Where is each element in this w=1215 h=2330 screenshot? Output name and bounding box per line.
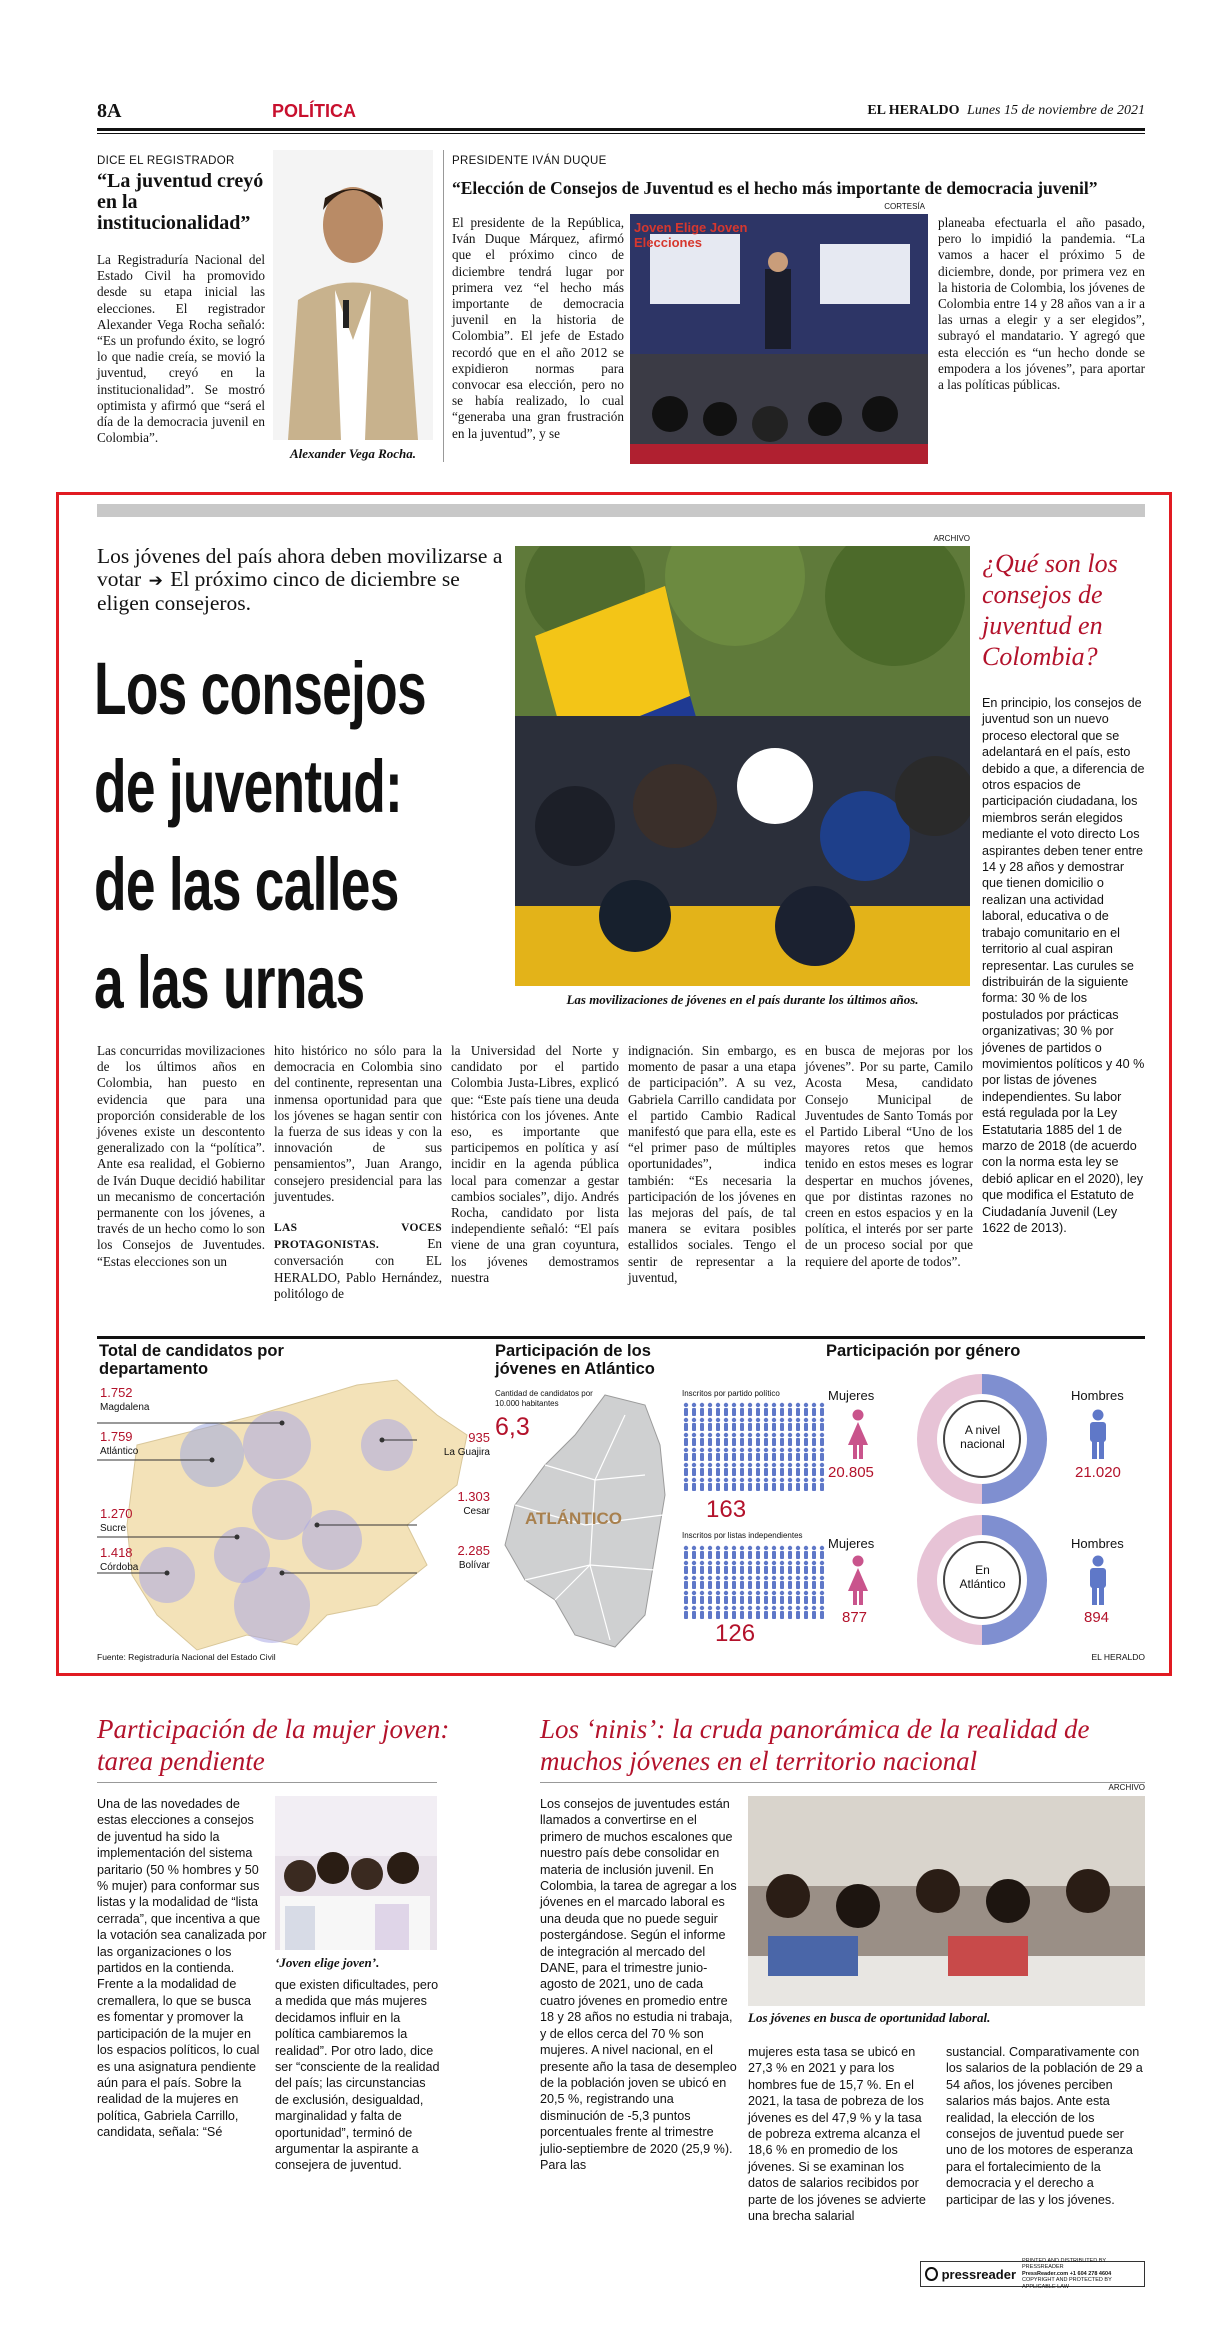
main-body-col2b-text: En conversación con EL HERALDO, Pablo Hernández, politólogo de [274, 1236, 442, 1301]
paper-name: EL HERALDO [867, 103, 960, 118]
gender-title: Participación por género [826, 1342, 1021, 1360]
dept-atlantico [100, 1429, 138, 1457]
atl-men-value: 894 [1084, 1609, 1110, 1626]
main-headline [94, 640, 426, 1032]
region-map [97, 1375, 487, 1660]
main-body-col4: indignación. Sin embargo, es momento de pasar a una etapa de participación”. A su vez, Gabriela Carrillo candidata por el partido Cambio Radical manifestó que para ella, este es “el primer paso de múltiples oportunidades”, indica también: “Es necesaria la participación de los jóvenes en las mejoras del país, de tal manera se evitara posibles estallidos sociales. Tengo el sentir de representar a la juventud, [628, 1043, 796, 1285]
duque-title: “Elección de Consejos de Juventud es el hecho más importante de democracia juvenil” [452, 178, 1098, 198]
indep-value: 126 [715, 1620, 756, 1647]
headline-line: de las calles [94, 843, 399, 926]
infographic-rule [97, 1336, 1145, 1339]
sidebar-body: En principio, los consejos de juventud son un nuevo proceso electoral que se adelantará en el país, esto debido a que, a diferencia de otros espacios de participación ciudadana, los miembros serán elegidos mediante el voto directo Los aspirantes deben tener entre 14 y 28 años y demostrar que tienen domicilio o realizan una actividad laboral, educativa o de trabajo comunitario en el territorio al cual aspiran representar. Las curules se distribuirán de la siguiente forma: 30 % de los postulados por prácticas organizativas; 30 % por jóvenes de partidos o movimientos políticos y 40 % por listas de jóvenes independientes. Su labor está regulada por la Ley Estatutaria 1885 del 1 de marzo de 2018 (de acuerdo con la norma esta ley se debió aplicar en el 2020), ley que modifica el Estatuto de Ciudadanía Juvenil (Ley 1622 de 2013). [982, 696, 1145, 1235]
national-donut-label: A nivel nacional [960, 1423, 1005, 1451]
national-men-value: 21.020 [1075, 1464, 1121, 1481]
issue-date: Lunes 15 de noviembre de 2021 [967, 103, 1145, 118]
dept-la-guajira [415, 1430, 490, 1458]
header-rule-thin [97, 133, 1145, 134]
per-capita-label: Cantidad de candidatos por 10.000 habitantes [495, 1389, 593, 1408]
duque-body-col1: El presidente de la República, Iván Duque Márquez, afirmó que el próximo cinco de diciembre tendrá lugar por primera vez “el hecho más importante de democracia juvenil en la historia de Colombia”. El jefe de Estado recordó que en el año 2012 se expidieron normas para convocar esa elección, pero no se había realizado, lo cual “generaba una gran frustración en la juventud”, y se [452, 215, 624, 441]
main-body-col2a: hito histórico no sólo para la democracia en Colombia sino del continente, representan una inmensa oportunidad para que los jóvenes se hagan sentir con la fuerza de sus ideas y con la innovación de sus pensamientos”, Juan Arango, consejero presidencial para las juventudes. [274, 1043, 442, 1204]
registrar-photo [273, 150, 433, 440]
header-rule [97, 128, 1145, 131]
dept-bolivar [415, 1543, 490, 1571]
dept-name: Sucre [100, 1523, 127, 1534]
dept-name: Bolívar [458, 1560, 490, 1571]
dept-sucre [100, 1506, 133, 1534]
main-intro [97, 545, 507, 615]
main-photo-caption: Las movilizaciones de jóvenes en el país durante los últimos años. [566, 992, 919, 1007]
women-body-col1: Una de las novedades de estas elecciones a consejos de juventud ha sido la implementación del sistema paritario (50 % hombres y 50 % mujer) para conformar sus listas y la modalidad de “lista cerrada”, que incentiva a que la votación sea canalizada por las organizaciones o los partidos en la contienda. Frente a la modalidad de cremallera, lo que se busca es fomentar y promover la participación de la mujer en los espacios políticos, lo cual es una asignatura pendiente aún para el país. Sobre la realidad de la mujeres en política, Gabriela Carrillo, candidata, señala: “Sé [97, 1797, 267, 2140]
pressreader-badge[interactable] [920, 2257, 1145, 2290]
pressreader-logo-icon [925, 2267, 938, 2281]
column-divider [443, 150, 444, 462]
section-label: POLÍTICA [272, 101, 356, 121]
main-photo [515, 546, 970, 986]
atlantico-title: Participación de los jóvenes en Atlántico [495, 1342, 655, 1378]
atl-women-value: 877 [842, 1609, 868, 1626]
main-intro-b: El próximo cinco de diciembre se eligen consejeros. [97, 567, 460, 615]
ninis-photo [748, 1796, 1145, 2006]
national-women-value: 20.805 [828, 1464, 874, 1481]
indep-pictogram [682, 1545, 832, 1635]
atl-women-label: Mujeres [828, 1536, 875, 1551]
women-photo [275, 1796, 437, 1950]
main-body-col3: la Universidad del Norte y candidato por el partido Colombia Justa-Libres, explicó que: “Este país tiene una deuda histórica con los jóvenes. Ante eso, es importante que participemos en política y así incidir en la agenda pública local para comenzar a gestar cambios sociales”, dijo. Andrés Rocha, candidato por lista independiente señaló: “El país viene de una gran coyuntura, los jóvenes demostramos nuestra [451, 1043, 619, 1285]
ninis-photo-caption: Los jóvenes en busca de oportunidad laboral. [748, 2010, 991, 2025]
ninis-title-rule [540, 1782, 1145, 1783]
registrar-body: La Registraduría Nacional del Estado Civil ha promovido desde su etapa inicial las elecciones. El registrador Alexander Vega Rocha señaló: “Es un profundo éxito, se logró lo que nadie creía, se movió la juventud, creyó en la institucionalidad”. Se mostró optimista y afirmó que “será el día de la democracia juvenil en Colombia”. [97, 252, 265, 446]
duque-photo-credit: CORTESÍA [884, 202, 925, 211]
man-icon [1083, 1555, 1113, 1605]
headline-line: a las urnas [94, 941, 365, 1024]
main-body-col1: Las concurridas movilizaciones de los últimos años en Colombia, han puesto en evidencia que para una proporción considerable de los jóvenes existe un descontento generalizado con la “política”. Ante esa realidad, el Gobierno de Iván Duque decidió habilitar un mecanismo de concertación permanente con los jóvenes, a través de un hecho como lo son los Consejos de Juventudes. “Estas elecciones son un [97, 1043, 265, 1269]
main-body-col2b [274, 1219, 442, 1302]
dept-name: Magdalena [100, 1402, 150, 1413]
dept-cordoba [100, 1545, 138, 1573]
main-photo-credit: ARCHIVO [933, 534, 970, 543]
dept-value: 1.759 [100, 1429, 133, 1444]
woman-icon [843, 1409, 873, 1459]
page-number: 8A [97, 100, 122, 122]
pressreader-brand: pressreader [941, 2266, 1017, 2282]
national-men-label: Hombres [1071, 1388, 1124, 1403]
duque-body-col2: planeaba efectuarla el año pasado, pero lo impidió la pandemia. “La vamos a hacer el próximo 5 de diciembre, donde, por primera vez en la historia de Colombia, los jóvenes de Colombia entre 14 y 28 años van a ir a las urnas a elegir y a ser elegidos”, subrayó el mandatario. Y agregó que esta elección es “un hecho donde se empodera a los jóvenes”, para aportar a las políticas públicas. [938, 215, 1145, 393]
headline-line: de juventud: [94, 745, 403, 828]
atlantico-map-label: ATLÁNTICO [525, 1509, 622, 1528]
dept-cesar [415, 1489, 490, 1517]
party-pictogram [682, 1402, 832, 1510]
per-capita-value: 6,3 [495, 1413, 530, 1441]
sidebar-title: ¿Qué son los consejos de juventud en Colombia? [982, 549, 1118, 671]
dept-name: Cesar [463, 1506, 490, 1517]
ninis-body-col2: mujeres esta tasa se ubicó en 27,3 % en 2021 y para los hombres fue de 15,7 %. En el 2021, la tasa de pobreza de los jóvenes es del 47,9 % y la tasa de pobreza extrema alcanza el 18,6 % en promedio de los jóvenes. Si se examinan los datos de salarios recibidos por parte de los jóvenes se advierte una brecha salarial [748, 2045, 926, 2224]
registrar-title: “La juventud creyó en la institucionalidad” [97, 170, 264, 234]
main-body-col2 [274, 1043, 442, 1302]
dept-value: 1.270 [100, 1506, 133, 1521]
woman-icon [843, 1555, 873, 1605]
subhead: LAS VOCES PROTAGONISTAS. [274, 1222, 442, 1252]
arrow-icon: ➔ [148, 571, 163, 590]
ninis-title: Los ‘ninis’: la cruda panorámica de la realidad de muchos jóvenes en el territorio nacional [540, 1714, 1090, 1776]
infographic-source: Fuente: Registraduría Nacional del Estado Civil [97, 1652, 276, 1662]
pressreader-info-2: PressReader.com +1 604 278 4604 [1022, 2270, 1112, 2277]
dept-value: 1.303 [457, 1489, 490, 1504]
feature-topbar [97, 504, 1145, 517]
duque-photo [630, 214, 928, 464]
duque-kicker: PRESIDENTE IVÁN DUQUE [452, 155, 607, 167]
main-intro-a: Los jóvenes del país ahora deben movilizarse a votar [97, 544, 503, 591]
pressreader-info-3: COPYRIGHT AND PROTECTED BY APPLICABLE LAW [1022, 2277, 1112, 2290]
man-icon [1083, 1409, 1113, 1459]
duque-photo-banner: Joven Elige Joven Elecciones [634, 220, 748, 250]
ninis-body-col1: Los consejos de juventudes están llamados a convertirse en el primero de muchos escalones que nuestro país debe consolidar en materia de inclusión juvenil. En Colombia, la tarea de agregar a los jóvenes en el marcado laboral es una deuda que no puede seguir postergándose. Según el informe de integración al mercado del DANE, para el trimestre junio-agosto de 2021, uno de cada cuatro jóvenes en promedio entre 18 y 28 años no estudia ni trabaja, y de ellos cerca del 70 % son mujeres. A nivel nacional, en el presente año la tasa de desempleo de la población joven se ubicó en 20,5 %, registrando una disminución de -5,3 puntos porcentuales frente al trimestre julio-septiembre de 2020 (25,9 %). Para las [540, 1797, 737, 2172]
dept-name: Córdoba [100, 1562, 139, 1573]
dept-name: Atlántico [100, 1446, 139, 1457]
main-body-col5: en busca de mejoras por los jóvenes”. Por su parte, Camilo Acosta Mesa, candidato Consejo Municipal de Juventudes de Santo Tomás por el Partido Liberal “Uno de los mayores retos que hemos tenido en estos meses es lograr despertar en muchos jóvenes, que por distintas razones no creen en estos espacios y en la política, el interés por ser parte de un proceso social por que requiere del aporte de todos”. [805, 1043, 973, 1269]
masthead [800, 103, 1145, 119]
infographic-credit: EL HERALDO [1091, 1652, 1145, 1662]
atlantico-donut-label: En Atlántico [959, 1563, 1006, 1591]
dept-value: 2.285 [457, 1543, 490, 1558]
national-women-label: Mujeres [828, 1388, 875, 1403]
party-label: Inscritos por partido político [682, 1389, 780, 1398]
dept-name: La Guajira [443, 1447, 490, 1458]
dept-value: 1.418 [100, 1545, 133, 1560]
women-photo-caption: ‘Joven elige joven’. [275, 1955, 380, 1970]
dept-value: 935 [468, 1430, 490, 1445]
registrar-kicker: DICE EL REGISTRADOR [97, 155, 235, 167]
registrar-photo-caption: Alexander Vega Rocha. [289, 446, 417, 461]
women-body-col2: que existen dificultades, pero a medida que más mujeres decidamos influir en la política cambiaremos la realidad”. Por otro lado, dice ser “consciente de la realidad del país; las circunstancias de exclusión, desigualdad, marginalidad y falta de oportunidad”, terminó de argumentar la aspirante a consejera de juventud. [275, 1978, 440, 2173]
pressreader-info [1022, 2258, 1140, 2291]
women-title: Participación de la mujer joven: tarea pendiente [97, 1714, 450, 1776]
dept-value: 1.752 [100, 1385, 133, 1400]
women-title-rule [97, 1782, 437, 1783]
ninis-photo-credit: ARCHIVO [1108, 1783, 1145, 1792]
atl-men-label: Hombres [1071, 1536, 1124, 1551]
party-value: 163 [706, 1496, 747, 1523]
pressreader-info-1: PRINTED AND DISTRIBUTED BY PRESSREADER [1022, 2257, 1106, 2271]
dept-magdalena [100, 1385, 149, 1413]
indep-label: Inscritos por listas independientes [682, 1531, 803, 1540]
ninis-body-col3: sustancial. Comparativamente con los salarios de la población de 29 a 54 años, los jóvenes perciben salarios más bajos. Ante esta realidad, la elección de los consejos de juventud puede ser uno de los motores de esperanza para el fortalecimiento de la democracia y el derecho a participar de las y los jóvenes. [946, 2045, 1143, 2207]
map-title: Total de candidatos por departamento [99, 1342, 284, 1378]
headline-line: Los consejos [94, 647, 426, 730]
